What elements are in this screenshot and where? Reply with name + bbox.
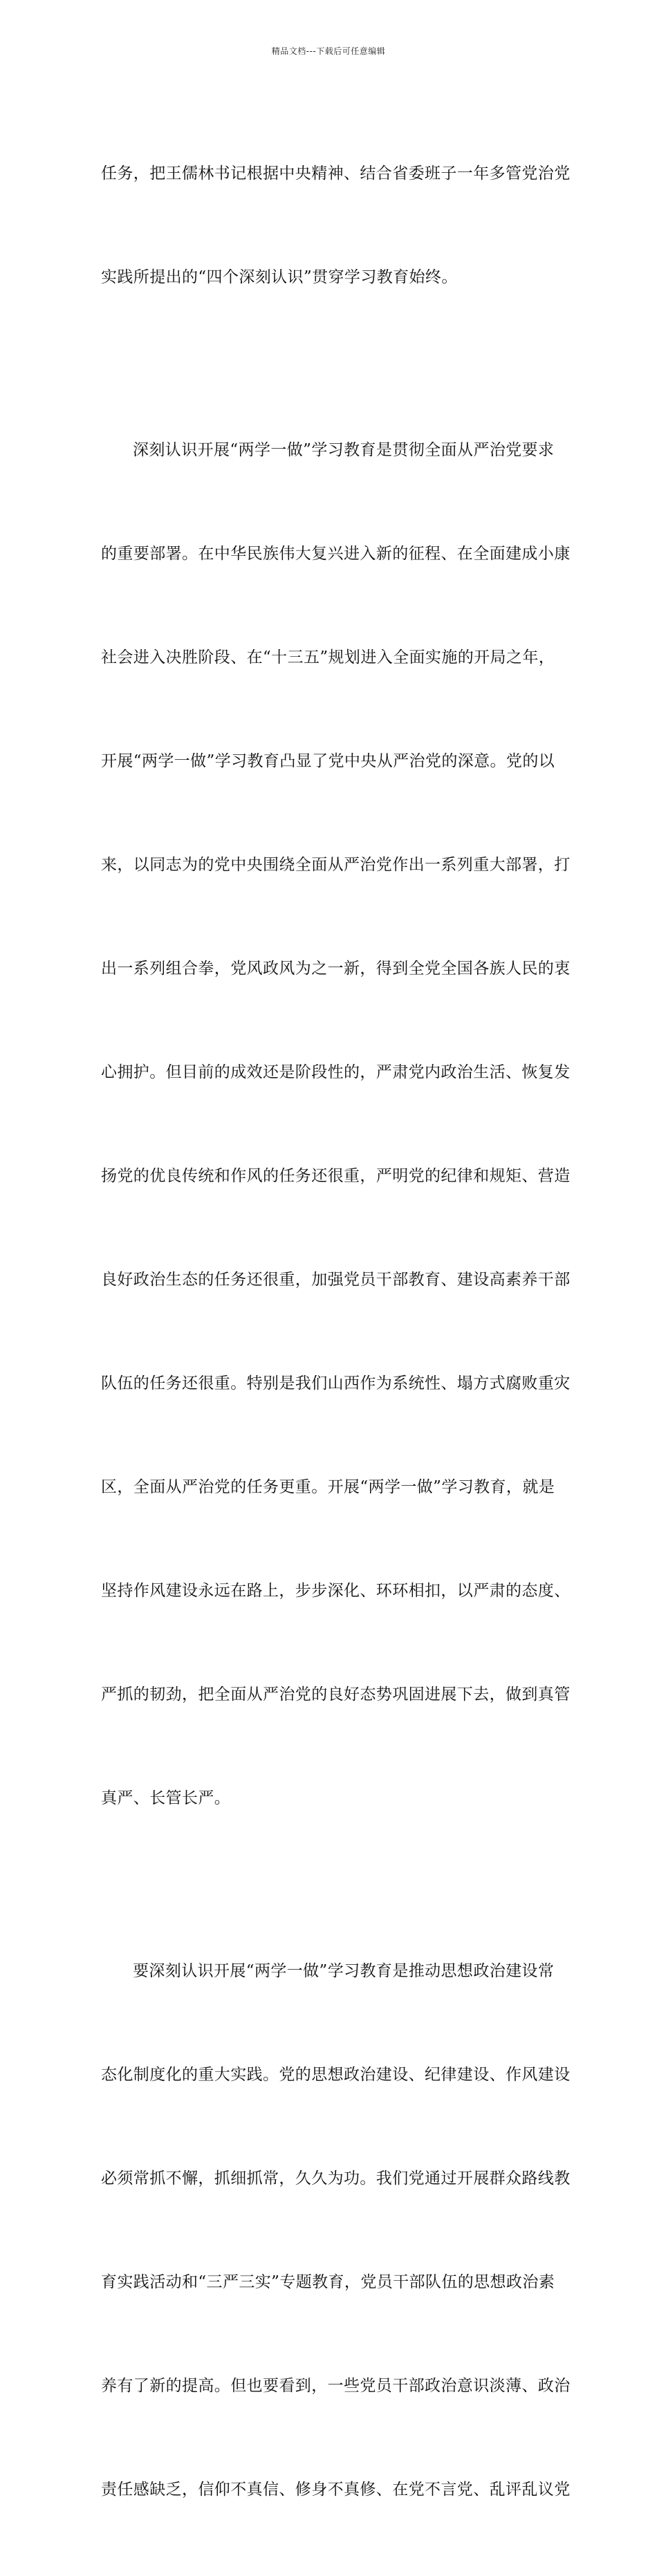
paragraph-2 (101, 364, 571, 1885)
text-line: 深刻认识开展“两学一做”学习教育是贯彻全面从严治党要求 (133, 441, 555, 459)
text-line: 出一系列组合拳，党风政风为之一新，得到全党全国各族人民的衷 (101, 960, 571, 978)
paragraph-3 (101, 1885, 571, 2576)
text-line: 开展“两学一做”学习教育凸显了党中央从严治党的深意。党的以 (101, 752, 555, 770)
text-line: 养有了新的提高。但也要看到，一些党员干部政治意识淡薄、政治 (101, 2377, 571, 2395)
text-line: 必须常抓不懈，抓细抓常，久久为功。我们党通过开展群众路线教 (101, 2169, 571, 2187)
text-line: 社会进入决胜阶段、在“十三五”规划进入全面实施的开局之年， (101, 648, 555, 666)
text-line: 扬党的优良传统和作风的任务还很重，严明党的纪律和规矩、营造 (101, 1167, 571, 1185)
text-line: 任务，把王儒林书记根据中央精神、结合省委班子一年多管党治党 (101, 165, 571, 183)
text-line: 队伍的任务还很重。特别是我们山西作为系统性、塌方式腐败重灾 (101, 1374, 571, 1392)
text-line: 要深刻认识开展“两学一做”学习教育是推动思想政治建设常 (133, 1962, 555, 1980)
text-line: 来，以同志为的党中央围绕全面从严治党作出一系列重大部署，打 (101, 856, 571, 874)
paragraph-1 (101, 87, 571, 364)
text-line: 实践所提出的“四个深刻认识”贯穿学习教育始终。 (101, 268, 458, 286)
page-header: 精品文档---下载后可任意编辑 (271, 46, 386, 56)
text-line: 的重要部署。在中华民族伟大复兴进入新的征程、在全面建成小康 (101, 545, 571, 563)
document-body (101, 87, 571, 2576)
text-line: 严抓的韧劲，把全面从严治党的良好态势巩固进展下去，做到真管 (101, 1686, 571, 1704)
text-line: 良好政治生态的任务还很重，加强党员干部教育、建设高素养干部 (101, 1271, 571, 1289)
text-line: 责任感缺乏，信仰不真信、修身不真修、在党不言党、乱评乱议党 (101, 2481, 571, 2499)
text-line: 心拥护。但目前的成效还是阶段性的，严肃党内政治生活、恢复发 (101, 1063, 571, 1081)
text-line: 区，全面从严治党的任务更重。开展“两学一做”学习教育，就是 (101, 1478, 555, 1496)
text-line: 坚持作风建设永远在路上，步步深化、环环相扣，以严肃的态度、 (101, 1582, 571, 1600)
text-line: 真严、长管长严。 (101, 1789, 231, 1807)
text-line: 态化制度化的重大实践。党的思想政治建设、纪律建设、作风建设 (101, 2066, 571, 2084)
text-line: 育实践活动和“三严三实”专题教育，党员干部队伍的思想政治素 (101, 2273, 555, 2291)
